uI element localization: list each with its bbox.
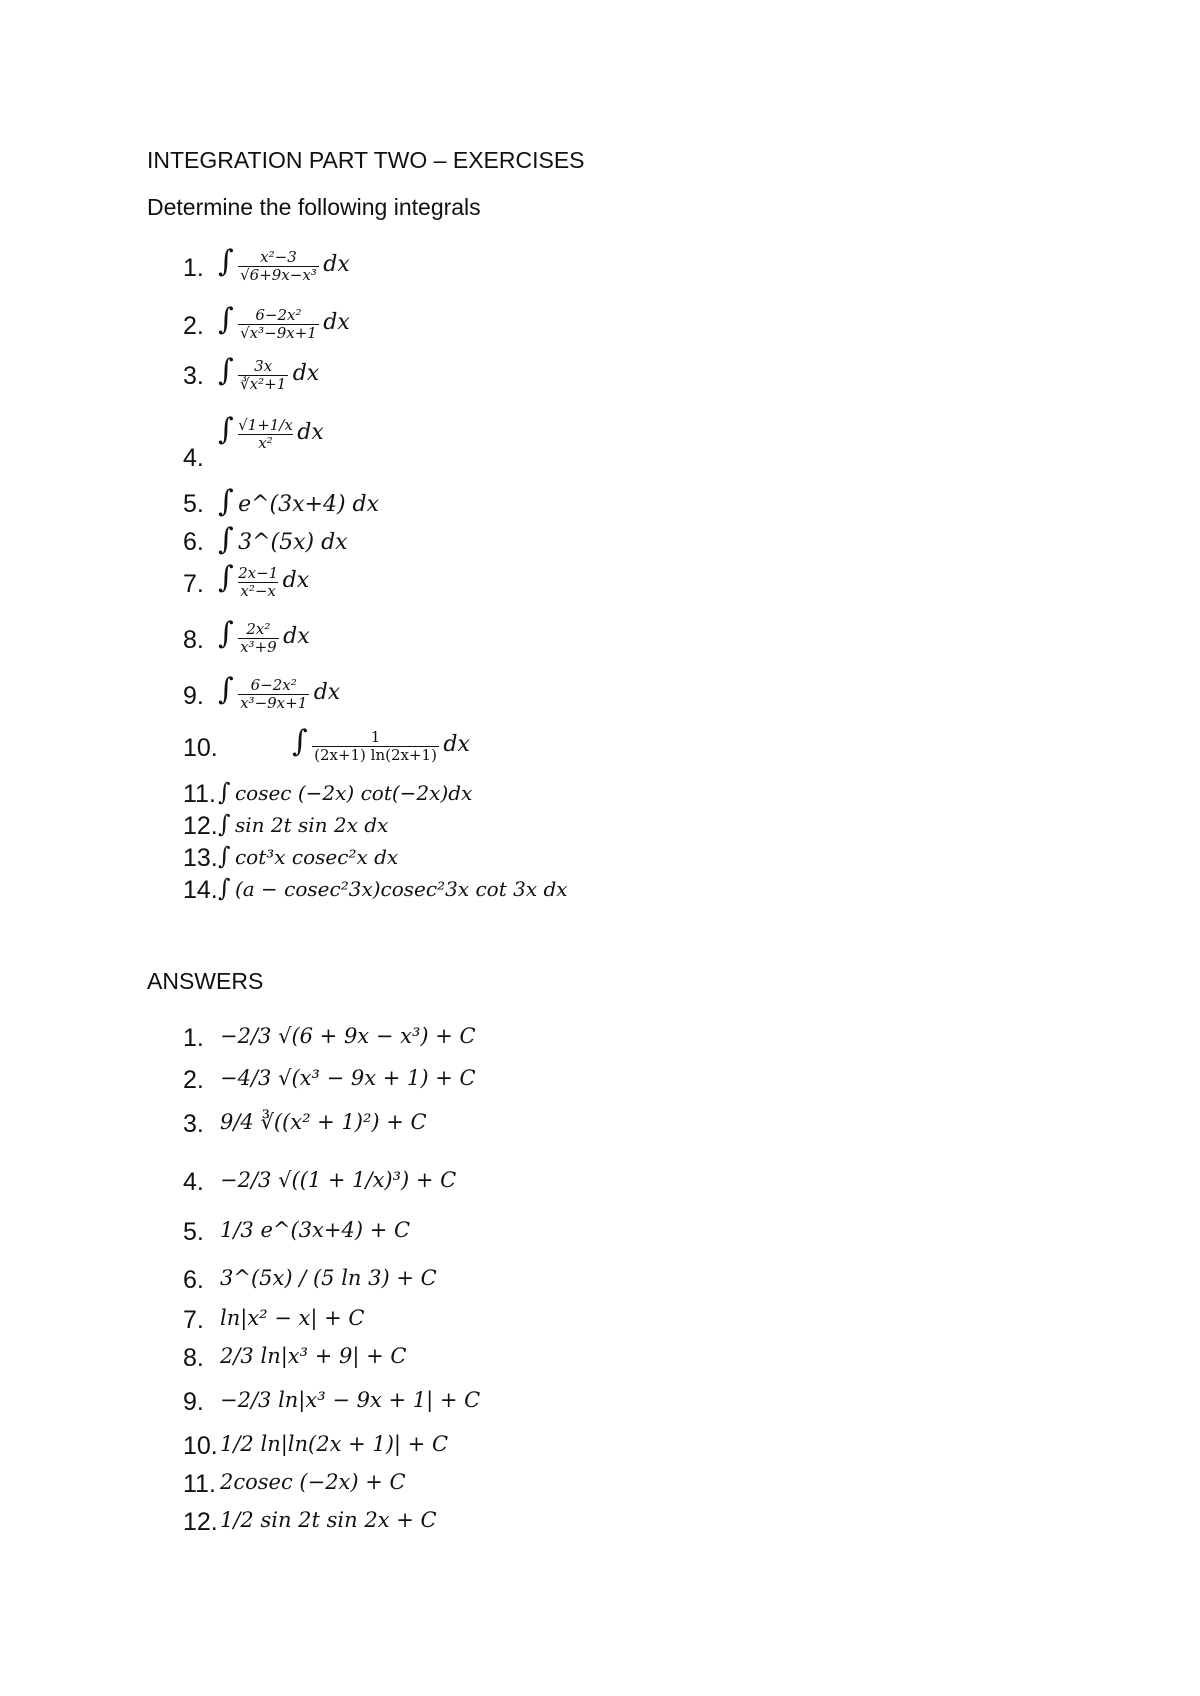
exercise-number-13: 13. xyxy=(183,844,218,872)
numerator: 6−2x² xyxy=(255,306,302,325)
exercise-number-12: 12. xyxy=(183,812,218,840)
numerator: 2x² xyxy=(246,620,271,639)
answer-number-8: 8. xyxy=(183,1344,204,1372)
exercise-1 xyxy=(218,244,350,285)
integral-sign: ∫ xyxy=(218,484,234,519)
differential: dx xyxy=(313,680,341,705)
denominator: x²−x xyxy=(238,582,278,600)
exercise-3 xyxy=(218,353,319,394)
exercise-4 xyxy=(218,412,324,453)
exercise-6 xyxy=(218,522,348,557)
exercise-number-10: 10. xyxy=(183,734,218,762)
answer-11: 2cosec (−2x) + C xyxy=(220,1470,406,1494)
answer-2: −4/3 √(x³ − 9x + 1) + C xyxy=(220,1066,476,1090)
exercise-number-11: 11. xyxy=(183,780,216,808)
differential: dx xyxy=(283,624,310,649)
integral-sign: ∫ xyxy=(218,522,234,557)
integrand: sin 2t sin 2x dx xyxy=(234,813,389,837)
exercise-number-9: 9. xyxy=(183,682,204,710)
exercise-number-7: 7. xyxy=(183,570,204,598)
exercise-number-2: 2. xyxy=(183,312,204,340)
answer-3: 9/4 ∛((x² + 1)²) + C xyxy=(220,1110,427,1134)
answer-number-10: 10. xyxy=(183,1432,218,1460)
integral-sign: ∫ xyxy=(292,724,308,759)
exercise-13 xyxy=(218,842,398,870)
denominator: (2x+1) ln(2x+1) xyxy=(314,746,437,765)
page-title: INTEGRATION PART TWO – EXERCISES xyxy=(147,147,585,173)
numerator: 6−2x² xyxy=(250,676,297,695)
answer-number-11: 11. xyxy=(183,1470,216,1498)
integral-sign: ∫ xyxy=(218,874,231,902)
exercise-2 xyxy=(218,302,350,343)
integral-sign: ∫ xyxy=(218,244,234,279)
answer-number-2: 2. xyxy=(183,1066,204,1094)
denominator: x² xyxy=(238,434,293,452)
exercise-number-5: 5. xyxy=(183,490,204,518)
numerator: 1 xyxy=(370,728,381,747)
exercise-number-4: 4. xyxy=(183,444,204,472)
integral-sign: ∫ xyxy=(218,672,234,707)
differential: dx xyxy=(323,252,350,277)
integral-sign: ∫ xyxy=(218,302,234,337)
differential: dx xyxy=(297,420,324,445)
instruction-text: Determine the following integrals xyxy=(147,194,481,220)
answer-6: 3^(5x) / (5 ln 3) + C xyxy=(220,1266,437,1290)
integral-sign: ∫ xyxy=(218,560,234,595)
integral-sign: ∫ xyxy=(218,842,231,870)
answer-number-6: 6. xyxy=(183,1266,204,1294)
answer-number-3: 3. xyxy=(183,1110,204,1138)
denominator: √x³−9x+1 xyxy=(240,324,317,343)
denominator: x³+9 xyxy=(240,638,277,657)
exercise-number-14: 14. xyxy=(183,876,218,904)
numerator: 3x xyxy=(254,357,273,376)
differential: dx xyxy=(323,310,350,335)
answers-heading: ANSWERS xyxy=(147,968,264,994)
numerator: √1+1/x xyxy=(238,416,293,435)
integral-sign: ∫ xyxy=(218,616,234,651)
integrand: (a − cosec²3x)cosec²3x cot 3x dx xyxy=(234,877,568,901)
integrand: 3^(5x) dx xyxy=(238,530,348,555)
numerator: 2x−1 xyxy=(238,564,279,583)
answer-7: ln|x² − x| + C xyxy=(220,1306,365,1330)
integrand: cot³x cosec²x dx xyxy=(234,845,399,869)
answer-number-7: 7. xyxy=(183,1306,204,1334)
exercise-number-6: 6. xyxy=(183,528,204,556)
answer-number-12: 12. xyxy=(183,1508,218,1536)
answer-5: 1/3 e^(3x+4) + C xyxy=(220,1218,411,1242)
answer-number-4: 4. xyxy=(183,1168,204,1196)
answer-12: 1/2 sin 2t sin 2x + C xyxy=(220,1508,437,1532)
integral-sign: ∫ xyxy=(218,778,231,806)
answer-number-9: 9. xyxy=(183,1388,204,1416)
integrand: cosec (−2x) cot(−2x)dx xyxy=(234,781,473,805)
exercise-11 xyxy=(218,778,472,806)
answer-4: −2/3 √((1 + 1/x)³) + C xyxy=(220,1168,457,1192)
answer-1: −2/3 √(6 + 9x − x³) + C xyxy=(220,1024,476,1048)
exercise-5 xyxy=(218,484,379,519)
exercise-number-8: 8. xyxy=(183,626,204,654)
integrand: e^(3x+4) dx xyxy=(238,492,380,517)
integral-sign: ∫ xyxy=(218,412,234,447)
exercise-9 xyxy=(218,672,340,713)
denominator: x³−9x+1 xyxy=(240,694,308,713)
exercise-14 xyxy=(218,874,568,902)
exercise-number-1: 1. xyxy=(183,254,204,282)
denominator: √6+9x−x³ xyxy=(240,266,317,285)
differential: dx xyxy=(292,361,320,386)
denominator: ∛x²+1 xyxy=(240,375,287,394)
answer-number-5: 5. xyxy=(183,1218,204,1246)
answer-8: 2/3 ln|x³ + 9| + C xyxy=(220,1344,407,1368)
exercise-12 xyxy=(218,810,388,838)
exercise-7 xyxy=(218,560,309,601)
exercise-10 xyxy=(292,724,470,765)
answer-number-1: 1. xyxy=(183,1024,204,1052)
differential: dx xyxy=(282,568,310,593)
exercise-8 xyxy=(218,616,310,657)
answer-9: −2/3 ln|x³ − 9x + 1| + C xyxy=(220,1388,481,1412)
numerator: x²−3 xyxy=(260,248,297,267)
differential: dx xyxy=(443,732,470,757)
answer-10: 1/2 ln|ln(2x + 1)| + C xyxy=(220,1432,449,1456)
integral-sign: ∫ xyxy=(218,810,231,838)
integral-sign: ∫ xyxy=(218,353,234,388)
exercise-number-3: 3. xyxy=(183,362,204,390)
